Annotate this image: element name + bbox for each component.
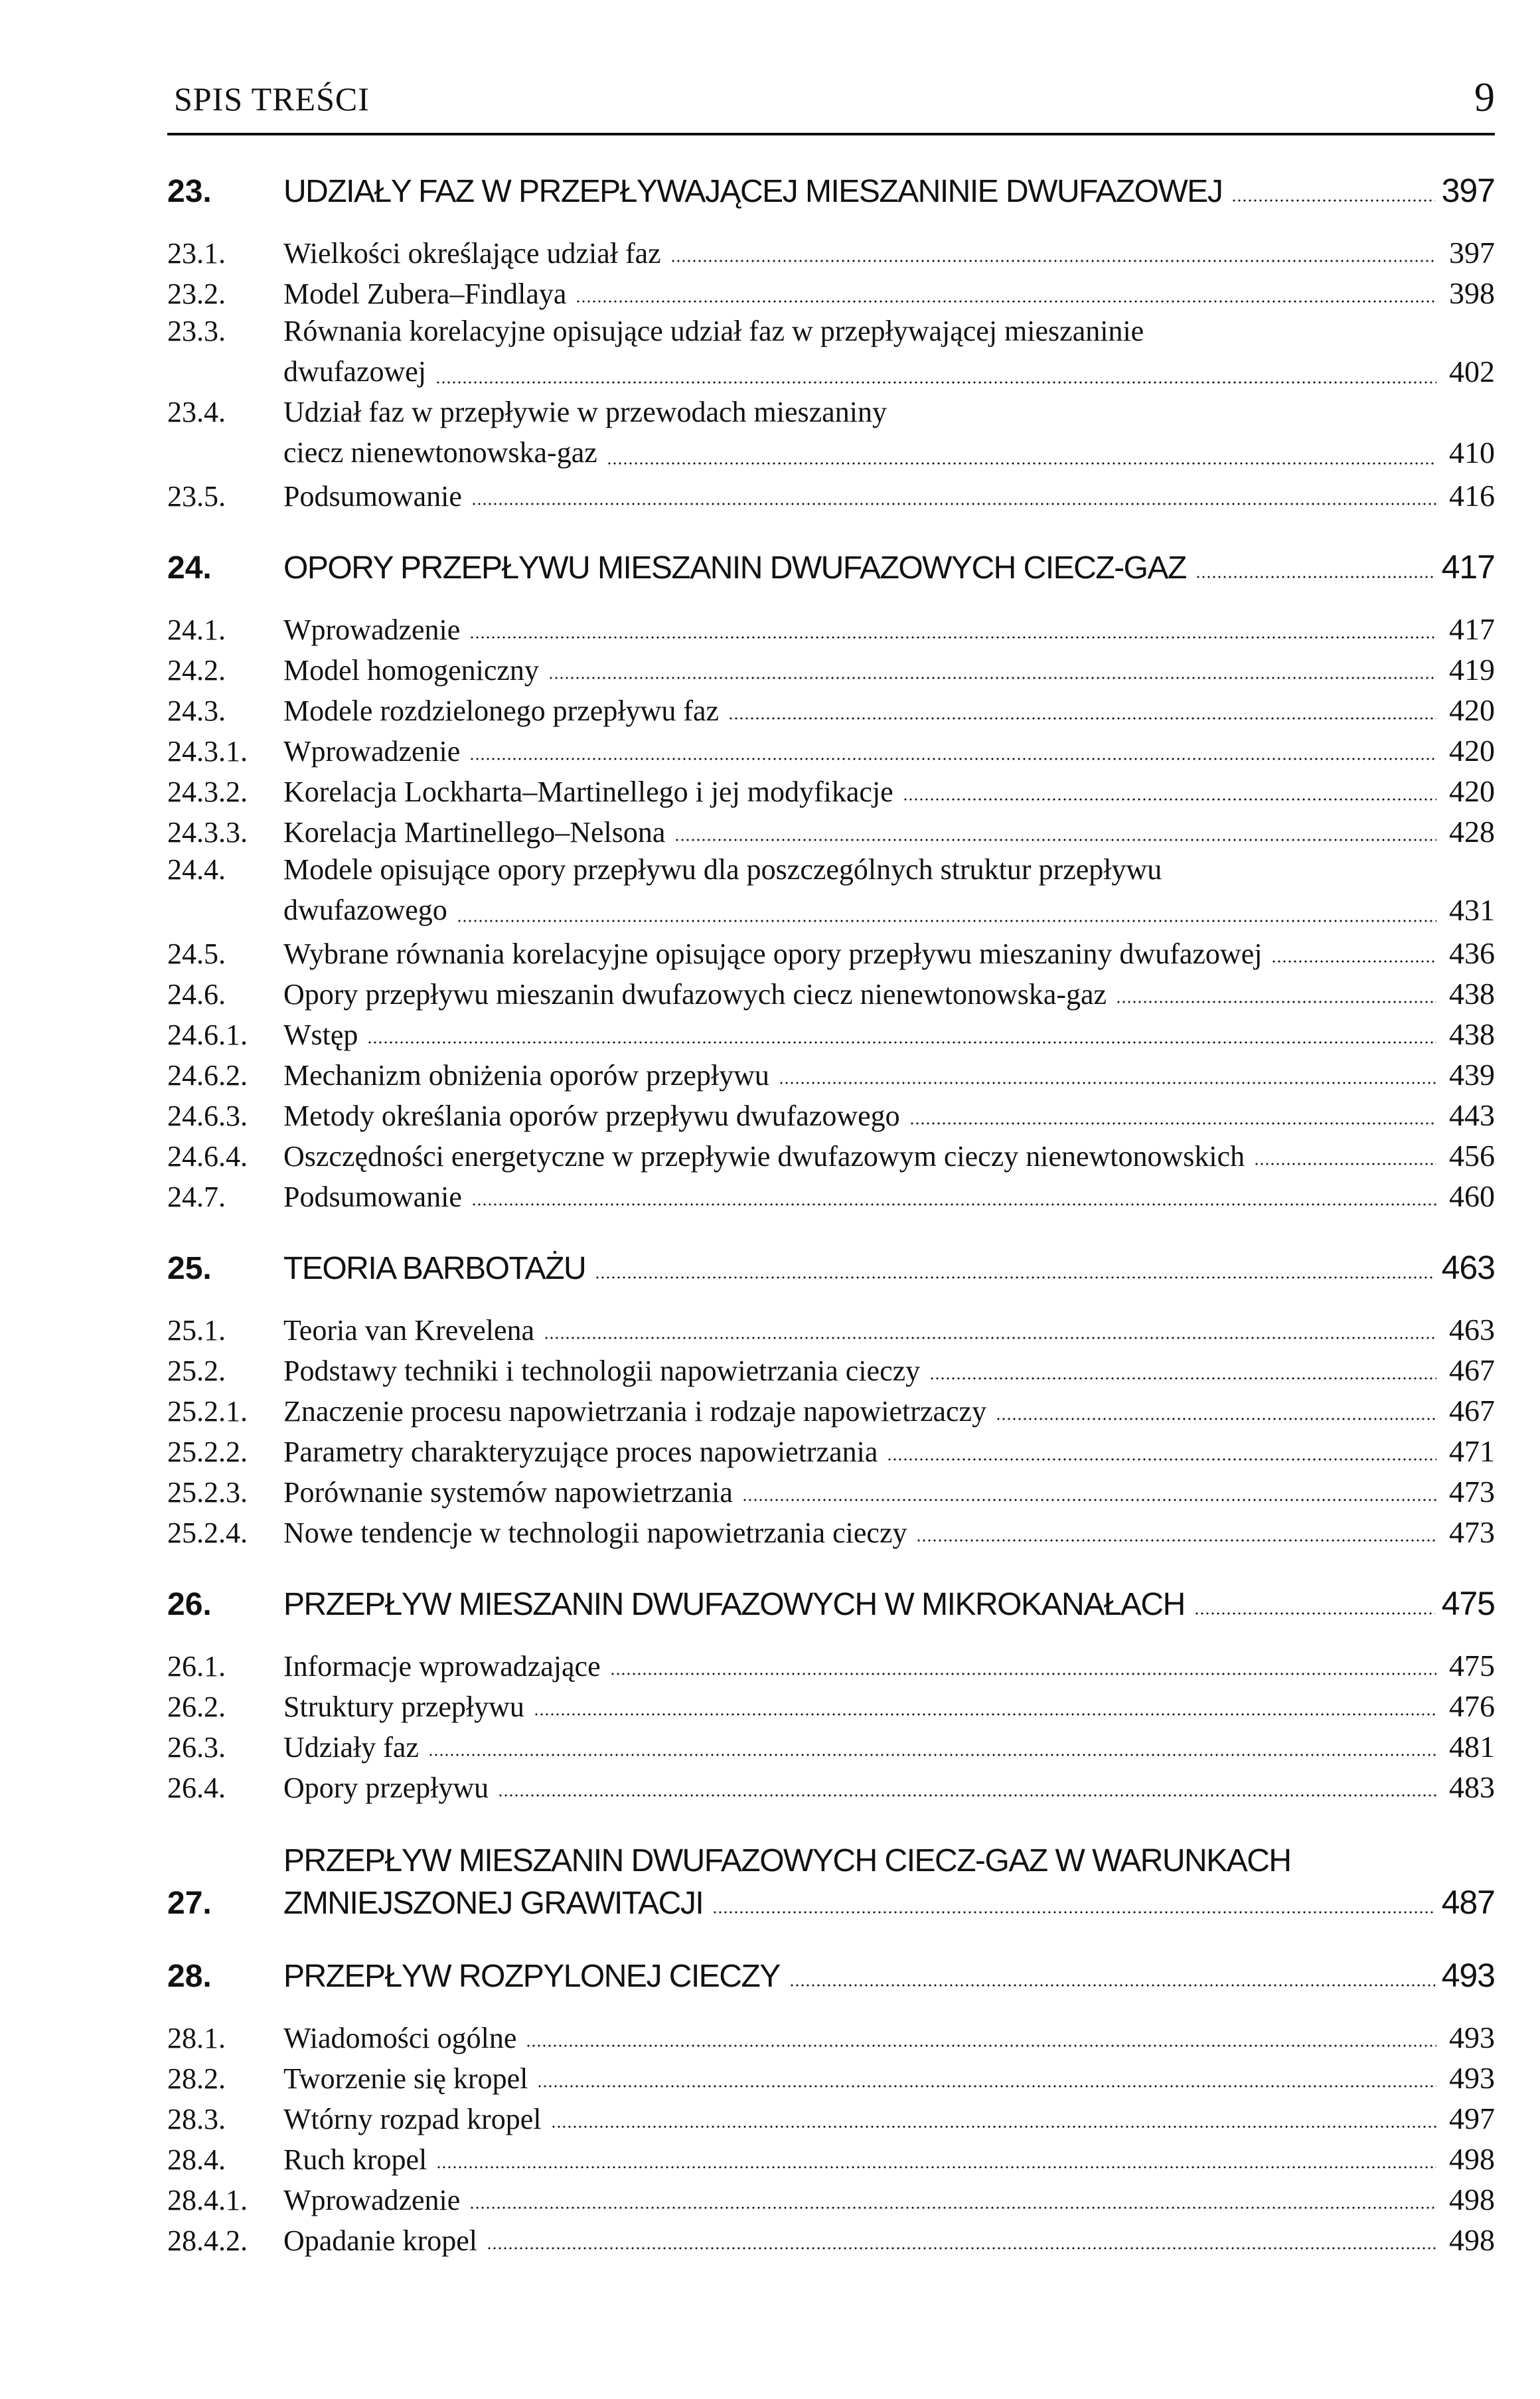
dot-leader: [367, 1041, 1436, 1044]
section-number: 28.4.1.: [167, 2184, 248, 2216]
dot-leader: [471, 1203, 1436, 1206]
section-title: Informacje wprowadzające: [283, 1650, 601, 1683]
spacer: [167, 513, 1495, 548]
section-page: 436: [1449, 936, 1495, 970]
section-number: 25.2.: [167, 1355, 226, 1387]
section-title: Model homogeniczny: [283, 654, 539, 687]
section-page: 473: [1449, 1475, 1495, 1509]
section-page: 497: [1449, 2102, 1495, 2135]
dot-leader: [544, 1337, 1436, 1339]
section-number: 23.4.: [167, 396, 226, 428]
section-body: [283, 1393, 1495, 1428]
section-body: [283, 2101, 1495, 2136]
section-title-line2-row: [283, 432, 1495, 473]
dot-leader: [469, 2206, 1436, 2209]
section-title-line2-row: [283, 890, 1495, 930]
section-body: [283, 2182, 1495, 2217]
section-body: [283, 311, 1495, 392]
chapter-number: 25.: [167, 1251, 212, 1286]
chapter-title-wrap: [283, 171, 1495, 210]
section-title: Znaczenie procesu napowietrzania i rodzaje napowietrzaczy: [283, 1395, 987, 1428]
section-entry[interactable]: [167, 1347, 1495, 1388]
chapter-page: 493: [1441, 1957, 1495, 1994]
section-title: Korelacja Martinellego–Nelsona: [283, 816, 666, 849]
dot-leader: [526, 2044, 1436, 2047]
section-number: 25.2.2.: [167, 1436, 248, 1468]
section-number: 28.2.: [167, 2062, 226, 2095]
dot-leader: [610, 1673, 1436, 1675]
section-body: [283, 936, 1495, 971]
spacer: [167, 1214, 1495, 1248]
chapter-title: TEORIA BARBOTAŻU: [283, 1251, 586, 1286]
section-body: [283, 392, 1495, 473]
section-page: 438: [1449, 977, 1495, 1011]
chapter-entry[interactable]: [167, 171, 1495, 210]
dot-leader: [471, 503, 1436, 505]
chapter-number: 26.: [167, 1587, 212, 1622]
section-body: [283, 1515, 1495, 1550]
section-body: [283, 1098, 1495, 1133]
section-entry[interactable]: [167, 1683, 1495, 1724]
section-body: [283, 693, 1495, 728]
page-header: [167, 0, 1495, 133]
section-title: Wiadomości ogólne: [283, 2022, 517, 2054]
dot-leader: [1195, 576, 1435, 578]
section-number: 23.1.: [167, 237, 226, 270]
chapter-title-line2-row: [283, 1883, 1495, 1922]
section-number: 25.1.: [167, 1314, 226, 1347]
section-number: 24.6.2.: [167, 1059, 248, 1092]
section-body: [283, 478, 1495, 513]
chapter-title-line1: PRZEPŁYW MIESZANIN DWUFAZOWYCH CIECZ-GAZ W WARUNKACH: [283, 1843, 1291, 1878]
section-page: 416: [1449, 479, 1495, 513]
section-number: 28.1.: [167, 2022, 226, 2054]
section-title-line1: Udział faz w przepływie w przewodach mieszaniny: [283, 396, 887, 428]
section-body: [283, 1017, 1495, 1052]
section-entry[interactable]: [167, 971, 1495, 1011]
section-entry[interactable]: [167, 270, 1495, 311]
spacer: [167, 586, 1495, 606]
running-title: SPIS TREŚCI: [174, 80, 370, 118]
dot-leader: [996, 1418, 1436, 1420]
dot-leader: [537, 2085, 1436, 2088]
section-title: Podsumowanie: [283, 1181, 462, 1213]
dot-leader: [469, 758, 1436, 760]
section-entry[interactable]: [167, 1092, 1495, 1133]
section-body: [283, 2222, 1495, 2258]
section-page: 481: [1449, 1730, 1495, 1764]
section-body: [283, 1057, 1495, 1092]
section-body: [283, 1770, 1495, 1805]
dot-leader: [929, 1377, 1436, 1380]
section-title: Wstęp: [283, 1019, 358, 1051]
chapter-number: 28.: [167, 1959, 212, 1994]
dot-leader: [551, 2125, 1436, 2128]
section-number: 26.3.: [167, 1731, 226, 1764]
section-title: Wprowadzenie: [283, 2184, 461, 2216]
section-number: 26.1.: [167, 1650, 226, 1683]
section-page: 467: [1449, 1394, 1495, 1428]
section-body: [283, 1434, 1495, 1469]
section-page: 493: [1449, 2021, 1495, 2054]
section-number: 25.2.4.: [167, 1517, 248, 1549]
section-entry[interactable]: [167, 2015, 1495, 2055]
section-entry[interactable]: [167, 930, 1495, 971]
section-page: 420: [1449, 774, 1495, 808]
section-entry[interactable]: [167, 849, 1495, 930]
dot-leader: [779, 1082, 1436, 1084]
section-entry[interactable]: [167, 2136, 1495, 2177]
chapter-entry[interactable]: [167, 1956, 1495, 1995]
dot-leader: [728, 717, 1436, 720]
section-number: 26.2.: [167, 1691, 226, 1723]
section-body: [283, 2060, 1495, 2096]
section-number: 24.6.3.: [167, 1100, 248, 1132]
section-number: 23.5.: [167, 480, 226, 513]
section-page: 498: [1449, 2142, 1495, 2176]
section-number: 24.3.1.: [167, 735, 248, 768]
section-title: Struktury przepływu: [283, 1691, 524, 1723]
spacer: [167, 1995, 1495, 2015]
section-title: Wprowadzenie: [283, 735, 461, 768]
section-body: [283, 1648, 1495, 1683]
dot-leader: [576, 300, 1436, 303]
section-title-line1: Równania korelacyjne opisujące udział faz w przepływającej mieszaninie: [283, 315, 1144, 347]
section-entry[interactable]: [167, 2055, 1495, 2096]
chapter-entry[interactable]: [167, 1248, 1495, 1287]
section-page: 398: [1449, 276, 1495, 310]
section-number: 24.1.: [167, 614, 226, 646]
chapter-number: 24.: [167, 550, 212, 586]
section-title: Parametry charakteryzujące proces napowietrzania: [283, 1436, 878, 1468]
section-entry[interactable]: [167, 2177, 1495, 2217]
dot-leader: [887, 1458, 1436, 1461]
chapter-number: 23.: [167, 174, 212, 209]
section-entry[interactable]: [167, 1509, 1495, 1550]
chapter-title-line2: ZMNIEJSZONEJ GRAWITACJI: [283, 1886, 704, 1921]
section-number: 28.3.: [167, 2103, 226, 2135]
section-entry[interactable]: [167, 230, 1495, 270]
section-page: 428: [1449, 815, 1495, 849]
section-title: Wtórny rozpad kropel: [283, 2103, 542, 2135]
dot-leader: [674, 839, 1436, 841]
section-entry[interactable]: [167, 1133, 1495, 1173]
table-of-contents: [167, 171, 1495, 2258]
section-page: 460: [1449, 1179, 1495, 1213]
section-page: 431: [1449, 893, 1495, 927]
section-entry[interactable]: [167, 1173, 1495, 1214]
section-title: Opadanie kropel: [283, 2224, 477, 2257]
book-page: [167, 0, 1495, 2257]
section-body: [283, 1312, 1495, 1347]
section-title: Metody określania oporów przepływu dwufazowego: [283, 1100, 900, 1132]
dot-leader: [903, 798, 1436, 801]
section-page: 419: [1449, 653, 1495, 687]
section-entry[interactable]: [167, 1011, 1495, 1052]
section-title: Wybrane równania korelacyjne opisujące opory przepływu mieszaniny dwufazowej: [283, 938, 1263, 970]
section-body: [283, 2020, 1495, 2055]
spacer: [167, 1550, 1495, 1584]
section-number: 23.3.: [167, 315, 226, 347]
section-body: [283, 1689, 1495, 1724]
dot-leader: [435, 381, 1436, 384]
section-number: 26.4.: [167, 1772, 226, 1804]
section-page: 493: [1449, 2061, 1495, 2095]
section-page: 410: [1449, 436, 1495, 469]
section-number: 24.5.: [167, 938, 226, 970]
section-title: Porównanie systemów napowietrzania: [283, 1476, 733, 1509]
section-page: 402: [1449, 355, 1495, 388]
section-number: 28.4.2.: [167, 2224, 248, 2257]
section-entry[interactable]: [167, 728, 1495, 768]
section-body: [283, 652, 1495, 687]
section-number: 28.4.: [167, 2143, 226, 2176]
section-page: 397: [1449, 236, 1495, 270]
dot-leader: [916, 1539, 1436, 1542]
section-number: 25.2.3.: [167, 1476, 248, 1509]
section-entry[interactable]: [167, 606, 1495, 647]
spacer: [167, 210, 1495, 230]
section-title: Udziały faz: [283, 1731, 419, 1764]
section-page: 483: [1449, 1770, 1495, 1804]
section-title-line2: dwufazowego: [283, 894, 447, 926]
section-page: 463: [1449, 1313, 1495, 1347]
dot-leader: [712, 1911, 1434, 1914]
section-title: Modele rozdzielonego przepływu faz: [283, 695, 720, 727]
section-page: 476: [1449, 1689, 1495, 1723]
chapter-title-wrap: [283, 1956, 1495, 1995]
section-title: Teoria van Krevelena: [283, 1314, 535, 1347]
chapter-title: PRZEPŁYW MIESZANIN DWUFAZOWYCH W MIKROKANAŁACH: [283, 1587, 1185, 1622]
dot-leader: [742, 1499, 1436, 1501]
section-body: [283, 1353, 1495, 1388]
section-page: 420: [1449, 734, 1495, 768]
section-entry[interactable]: [167, 2217, 1495, 2258]
section-entry[interactable]: [167, 1469, 1495, 1509]
chapter-page: 463: [1441, 1249, 1495, 1286]
chapter-number: 27.: [167, 1886, 212, 1921]
page-number: 9: [1474, 75, 1495, 120]
section-title: Mechanizm obniżenia oporów przepływu: [283, 1059, 769, 1092]
section-page: 471: [1449, 1434, 1495, 1468]
chapter-title: UDZIAŁY FAZ W PRZEPŁYWAJĄCEJ MIESZANINIE DWUFAZOWEJ: [283, 174, 1223, 209]
dot-leader: [428, 1754, 1436, 1756]
dot-leader: [595, 1276, 1434, 1279]
section-number: 24.3.2.: [167, 776, 248, 808]
section-page: 473: [1449, 1515, 1495, 1549]
section-entry[interactable]: [167, 647, 1495, 687]
section-body: [283, 2141, 1495, 2177]
dot-leader: [1254, 1163, 1436, 1165]
section-entry[interactable]: [167, 1724, 1495, 1764]
section-page: 498: [1449, 2183, 1495, 2216]
section-entry[interactable]: [167, 1388, 1495, 1428]
dot-leader: [548, 677, 1436, 679]
section-body: [283, 276, 1495, 311]
section-title: Nowe tendencje w technologii napowietrzania cieczy: [283, 1517, 907, 1549]
section-page: 443: [1449, 1098, 1495, 1132]
section-entry[interactable]: [167, 1764, 1495, 1805]
section-body: [283, 1474, 1495, 1509]
dot-leader: [469, 636, 1436, 639]
dot-leader: [498, 1794, 1436, 1797]
section-title: Oszczędności energetyczne w przepływie dwufazowym cieczy nienewtonowskich: [283, 1140, 1245, 1173]
section-title: Model Zubera–Findlaya: [283, 278, 567, 310]
dot-leader: [534, 1713, 1436, 1716]
section-entry[interactable]: [167, 1428, 1495, 1469]
section-number: 24.3.: [167, 695, 226, 727]
section-number: 24.6.1.: [167, 1019, 248, 1051]
section-body: [283, 235, 1495, 270]
section-body: [283, 1138, 1495, 1173]
chapter-page: 487: [1441, 1884, 1495, 1921]
chapter-title-wrap: [283, 1248, 1495, 1287]
spacer: [167, 1922, 1495, 1956]
dot-leader: [789, 1984, 1435, 1987]
chapter-entry[interactable]: [167, 1584, 1495, 1623]
spacer: [167, 1805, 1495, 1839]
chapter-title-wrap: [283, 1584, 1495, 1623]
section-number: 25.2.1.: [167, 1395, 248, 1428]
section-entry[interactable]: [167, 768, 1495, 809]
section-title-line1: Modele opisujące opory przepływu dla poszczególnych struktur przepływu: [283, 853, 1162, 886]
section-number: 24.6.: [167, 978, 226, 1011]
section-body: [283, 849, 1495, 930]
chapter-entry[interactable]: [167, 1839, 1495, 1922]
section-number: 23.2.: [167, 278, 226, 310]
section-title: Opory przepływu mieszanin dwufazowych ciecz nienewtonowska-gaz: [283, 978, 1107, 1011]
section-entry[interactable]: [167, 2096, 1495, 2136]
section-body: [283, 1729, 1495, 1764]
section-title: Podstawy techniki i technologii napowietrzania cieczy: [283, 1355, 921, 1387]
section-entry[interactable]: [167, 311, 1495, 392]
header-rule: [167, 133, 1495, 135]
section-number: 24.2.: [167, 654, 226, 687]
section-entry[interactable]: [167, 687, 1495, 728]
section-page: 439: [1449, 1058, 1495, 1092]
section-number: 24.7.: [167, 1181, 226, 1213]
section-title: Ruch kropel: [283, 2143, 427, 2176]
chapter-page: 417: [1441, 548, 1495, 586]
dot-leader: [436, 2166, 1436, 2169]
chapter-title-block: [283, 1839, 1495, 1922]
section-page: 420: [1449, 693, 1495, 727]
dot-leader: [457, 920, 1436, 922]
dot-leader: [1116, 1001, 1436, 1003]
section-body: [283, 612, 1495, 647]
section-body: [283, 1179, 1495, 1214]
section-body: [283, 774, 1495, 809]
section-body: [283, 814, 1495, 849]
dot-leader: [607, 462, 1436, 465]
section-entry[interactable]: [167, 1052, 1495, 1092]
section-number: 24.4.: [167, 853, 226, 886]
chapter-title: OPORY PRZEPŁYWU MIESZANIN DWUFAZOWYCH CIECZ-GAZ: [283, 550, 1186, 586]
dot-leader: [487, 2247, 1436, 2250]
dot-leader: [1194, 1612, 1435, 1615]
section-entry[interactable]: [167, 1643, 1495, 1683]
section-entry[interactable]: [167, 473, 1495, 513]
chapter-entry[interactable]: [167, 548, 1495, 586]
section-page: 498: [1449, 2223, 1495, 2257]
section-title: Wielkości określające udział faz: [283, 237, 661, 270]
section-entry[interactable]: [167, 1307, 1495, 1347]
dot-leader: [670, 260, 1436, 262]
section-page: 475: [1449, 1649, 1495, 1683]
section-body: [283, 733, 1495, 768]
section-page: 438: [1449, 1017, 1495, 1051]
chapter-page: 397: [1441, 172, 1495, 209]
dot-leader: [1271, 960, 1436, 963]
spacer: [167, 1623, 1495, 1643]
section-title: Korelacja Lockharta–Martinellego i jej modyfikacje: [283, 776, 893, 808]
chapter-title: PRZEPŁYW ROZPYLONEJ CIECZY: [283, 1959, 780, 1994]
dot-leader: [1231, 199, 1434, 202]
chapter-title-wrap: [283, 1839, 1495, 1922]
section-entry[interactable]: [167, 392, 1495, 473]
spacer: [167, 1287, 1495, 1307]
dot-leader: [909, 1122, 1436, 1125]
section-number: 24.3.3.: [167, 816, 248, 849]
section-title-line2-row: [283, 351, 1495, 392]
section-page: 467: [1449, 1353, 1495, 1387]
chapter-page: 475: [1441, 1585, 1495, 1622]
section-title: Opory przepływu: [283, 1772, 489, 1804]
section-title: Wprowadzenie: [283, 614, 461, 646]
chapter-title-wrap: [283, 548, 1495, 586]
section-body: [283, 976, 1495, 1011]
section-page: 417: [1449, 612, 1495, 646]
section-title: Tworzenie się kropel: [283, 2062, 528, 2095]
section-page: 456: [1449, 1139, 1495, 1173]
section-title-line2: ciecz nienewtonowska-gaz: [283, 436, 597, 469]
section-title-line2: dwufazowej: [283, 355, 427, 388]
section-title: Podsumowanie: [283, 480, 462, 513]
section-number: 24.6.4.: [167, 1140, 248, 1173]
section-entry[interactable]: [167, 809, 1495, 849]
